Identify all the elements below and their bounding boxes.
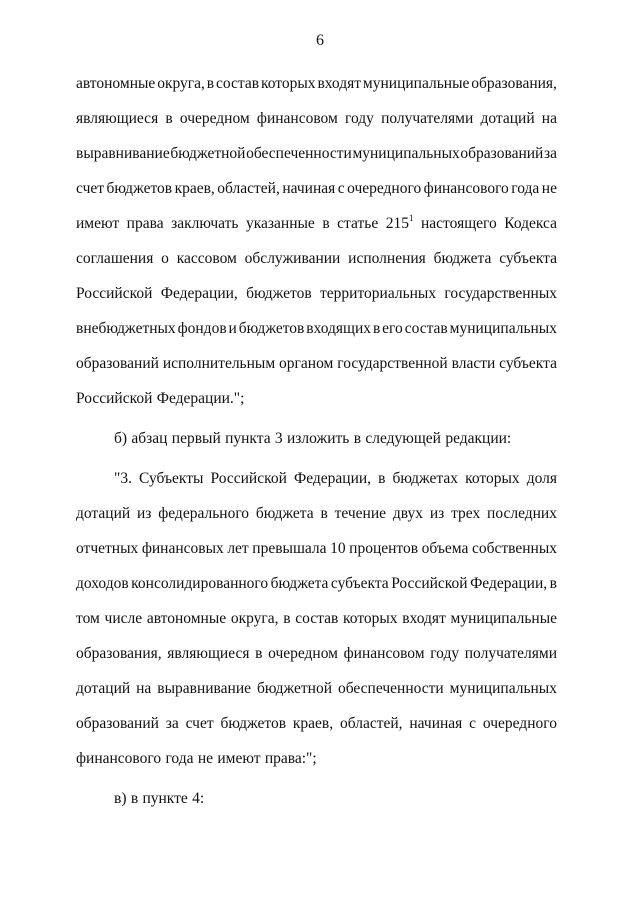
word: изложить (287, 430, 350, 447)
word: состав (404, 320, 448, 337)
word: года (511, 180, 540, 197)
word: указанные (245, 215, 315, 232)
word: Кодекса (504, 215, 557, 232)
word: субъекта (330, 575, 389, 592)
word: бюджетах (392, 470, 459, 487)
word: территориальных (320, 285, 437, 302)
word: Федерации, (293, 470, 372, 487)
word: финансового (76, 750, 162, 767)
word: 10 (330, 540, 346, 557)
text-line (76, 311, 557, 346)
paragraph-p1 (76, 66, 557, 416)
word: Федерации, (470, 575, 548, 592)
word: власти (451, 355, 496, 372)
word: муниципальных (449, 320, 557, 337)
word: доля (526, 470, 557, 487)
word: Российской (76, 285, 153, 302)
text-line (76, 276, 557, 311)
word: внебюджетных (76, 320, 176, 337)
text-line (76, 461, 557, 496)
word: счет (185, 715, 214, 732)
word: округа, (157, 75, 205, 92)
word: входят (402, 610, 446, 627)
text-line (76, 706, 557, 741)
word: 3 (274, 430, 283, 447)
word: бюджетной (170, 145, 246, 162)
word: б) (114, 430, 128, 447)
word: которых (465, 470, 520, 487)
word: права (126, 215, 164, 232)
word: течение (334, 505, 387, 522)
word: начиная (282, 180, 336, 197)
word: очередного (347, 180, 422, 197)
word: муниципальных (352, 145, 460, 162)
word: областей, (339, 715, 403, 732)
word: редакции: (445, 430, 512, 447)
word: получателями (381, 110, 474, 127)
word: 4: (192, 790, 205, 807)
word: в (372, 320, 381, 337)
word: двух (392, 505, 424, 522)
word: муниципальных (449, 680, 557, 697)
word: соглашения (76, 250, 154, 267)
text-line (76, 206, 557, 241)
word: исполнения (348, 250, 426, 267)
text-line (76, 381, 557, 416)
word: настоящего (420, 215, 497, 232)
word: которых (343, 610, 398, 627)
word: превышала (252, 540, 327, 557)
word: субъекта (499, 250, 557, 267)
text-line (76, 421, 557, 456)
superscript: 1 (408, 213, 414, 223)
text-line (76, 101, 557, 136)
word: бюджетов (238, 320, 305, 337)
word: очередном (179, 110, 250, 127)
word: федерального (158, 505, 250, 522)
page-number: 6 (316, 32, 324, 49)
word: государственных (444, 285, 557, 302)
word: заключать (171, 215, 239, 232)
word: финансовом (256, 110, 338, 127)
word: обеспеченности (337, 680, 444, 697)
text-line (76, 636, 557, 671)
paragraph-p2 (76, 421, 557, 456)
document-body (76, 66, 557, 816)
word: из (136, 505, 152, 522)
word: очередного (482, 715, 557, 732)
word: являющиеся (76, 110, 159, 127)
word: состав (295, 610, 339, 627)
word: $215^1$ (385, 213, 414, 232)
text-line (76, 241, 557, 276)
text-line (76, 171, 557, 206)
word: в (353, 430, 362, 447)
word: округа, (230, 610, 279, 627)
word: о (161, 250, 169, 267)
word: субъекта (499, 355, 557, 372)
word: за (165, 715, 179, 732)
word: бюджета (433, 250, 492, 267)
word: Российской (210, 470, 287, 487)
word: выравнивание (76, 145, 170, 162)
word: в (206, 75, 215, 92)
word: финансового (423, 180, 509, 197)
paragraph-p3 (76, 461, 557, 776)
text-line (76, 66, 557, 101)
word: кассовом (176, 250, 237, 267)
word: краев, (174, 180, 215, 197)
word: консолидированного (131, 575, 269, 592)
word: и (228, 320, 237, 337)
word: за (543, 145, 557, 162)
word: муниципальные (450, 610, 557, 627)
word: "3. (114, 470, 132, 487)
word: исполнительным (162, 355, 276, 372)
word: не (541, 180, 557, 197)
word: Федерации, (160, 285, 238, 302)
word: имеют (217, 750, 261, 767)
word: органом (279, 355, 334, 372)
word: лет (227, 540, 249, 557)
word: дотаций (76, 680, 131, 697)
word: автономные (76, 75, 156, 92)
word: следующей (365, 430, 441, 447)
word: фондов (177, 320, 227, 337)
word: объема (421, 540, 469, 557)
word: статье (337, 215, 379, 232)
word: бюджета (270, 575, 329, 592)
word: финансовых (141, 540, 224, 557)
text-line (76, 566, 557, 601)
word: дотаций (480, 110, 535, 127)
word: на (136, 680, 152, 697)
word: в (283, 610, 291, 627)
word: образований (76, 355, 159, 372)
paragraph-p4 (76, 781, 557, 816)
word: в (378, 470, 386, 487)
word: в (320, 505, 328, 522)
text-line (76, 346, 557, 381)
word: не (197, 750, 214, 767)
word: его (382, 320, 403, 337)
word: собственных (471, 540, 557, 557)
word: государственной (337, 355, 448, 372)
word: автономные (146, 610, 227, 627)
text-line (76, 496, 557, 531)
word: бюджетов (106, 180, 173, 197)
word: образований (460, 145, 544, 162)
word: году (430, 645, 460, 662)
word: Субъекты (139, 470, 204, 487)
word: получателями (464, 645, 557, 662)
text-line (76, 741, 557, 776)
text-line (76, 136, 557, 171)
word: образования, (471, 75, 557, 92)
word: в (549, 575, 557, 592)
word: начиная (409, 715, 463, 732)
word: года (165, 750, 194, 767)
text-line (76, 671, 557, 706)
word: являющиеся (167, 645, 250, 662)
word: права:"; (264, 750, 317, 767)
word: бюджетов (246, 285, 312, 302)
word: в (322, 215, 330, 232)
word: областей, (217, 180, 280, 197)
word: Российской (391, 575, 468, 592)
word: бюджетной (256, 680, 333, 697)
word: дотаций (76, 505, 131, 522)
text-line (76, 781, 557, 816)
word: Российской (76, 390, 153, 407)
word: в) (114, 790, 127, 807)
word: входящих (306, 320, 372, 337)
word: абзац (131, 430, 168, 447)
word: обслуживании (244, 250, 341, 267)
word: в (165, 110, 173, 127)
word: состав (216, 75, 260, 92)
word: году (344, 110, 374, 127)
word: входят (317, 75, 362, 92)
word: счет (76, 180, 105, 197)
word: выравнивание (157, 680, 251, 697)
word: пункта (225, 430, 271, 447)
word: на (541, 110, 557, 127)
word: бюджетов (220, 715, 287, 732)
word: из (429, 505, 445, 522)
word: очередном (268, 645, 338, 662)
word: имеют (76, 215, 120, 232)
word: обеспеченности (246, 145, 352, 162)
word: доходов (76, 575, 129, 592)
word: с (337, 180, 345, 197)
text-line (76, 531, 557, 566)
word: муниципальные (362, 75, 470, 92)
word: бюджета (255, 505, 314, 522)
word: с (469, 715, 477, 732)
word: краев, (292, 715, 334, 732)
word: трех (451, 505, 481, 522)
text-line (76, 601, 557, 636)
word: том (76, 610, 100, 627)
word: числе (104, 610, 143, 627)
word: Федерации."; (156, 390, 245, 407)
word: в (255, 645, 263, 662)
word: процентов (349, 540, 419, 557)
word: в (130, 790, 139, 807)
word: образований (76, 715, 159, 732)
word: образования, (76, 645, 162, 662)
word: отчетных (76, 540, 139, 557)
word: пункте (142, 790, 188, 807)
word: последних (487, 505, 557, 522)
word: финансовом (343, 645, 425, 662)
word: которых (261, 75, 316, 92)
word: первый (171, 430, 221, 447)
